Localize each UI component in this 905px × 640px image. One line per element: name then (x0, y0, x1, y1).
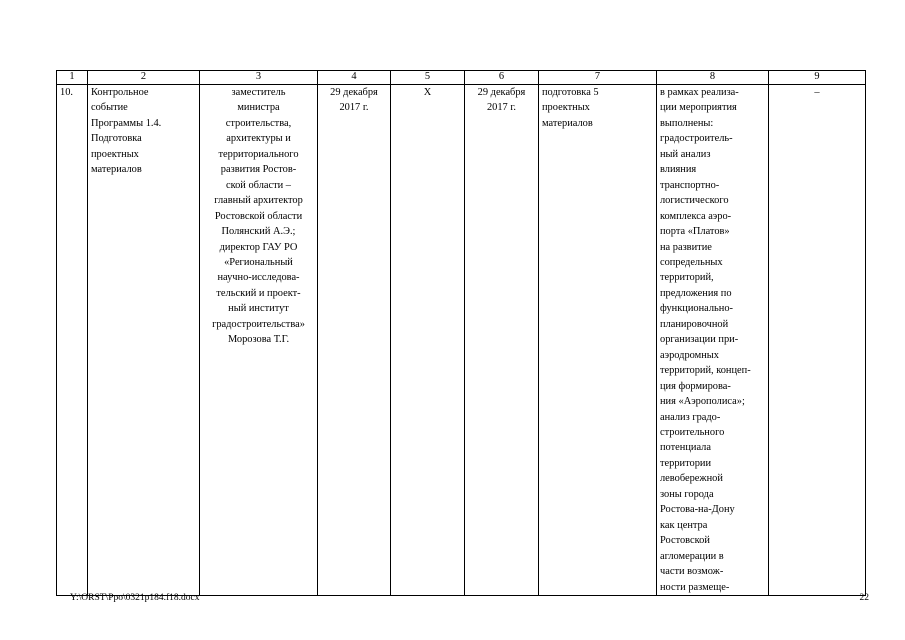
cell-line: событие (91, 102, 128, 114)
col-header-1: 1 (57, 71, 88, 85)
cell-line: планировочной (660, 318, 729, 330)
cell-line: агломерации в (660, 550, 724, 562)
cell-line: организации при- (660, 334, 739, 346)
cell-line: на развитие (660, 241, 712, 253)
cell-line: анализ градо- (660, 411, 721, 423)
col-header-6: 6 (465, 71, 539, 85)
cell-line: министра (237, 102, 280, 114)
cell-line: Контрольное (91, 87, 149, 98)
result-cell (539, 85, 657, 596)
cell-line: градостроительства» (212, 318, 305, 330)
cell-line: проектных (91, 148, 139, 160)
cell-line: логистического (660, 195, 729, 207)
col-header-7: 7 (539, 71, 657, 85)
footer-page-number: 22 (859, 593, 869, 603)
cell-line: влияния (660, 164, 697, 176)
cell-line: части возмож- (660, 566, 724, 578)
cell-line: заместитель (231, 87, 286, 98)
table-row (57, 85, 866, 596)
cell-line: территорий, концеп- (660, 365, 751, 377)
cell-line: как центра (660, 519, 708, 531)
cell-line: Ростова-на-Дону (660, 504, 735, 516)
cell-line: функционально- (660, 303, 733, 315)
cell-line: ции мероприятия (660, 102, 737, 114)
cell-line: порта «Платов» (660, 226, 730, 238)
cell-line: аэродромных (660, 349, 719, 361)
cell-line: левобережной (660, 473, 723, 485)
cell-line: директор ГАУ РО (219, 241, 298, 253)
col-header-3: 3 (200, 71, 318, 85)
cell-line: предложения по (660, 287, 732, 299)
event-cell (88, 85, 200, 596)
cell-line: в рамках реализа- (660, 87, 739, 98)
cell-line: проектных (542, 102, 590, 114)
cell-line: тельский и проект- (216, 287, 301, 299)
cell-line: территорий, (660, 272, 714, 284)
cell-line: сопредельных (660, 256, 723, 268)
footer-file-path: Y:\ORST\Ppo\0321p184.f18.docx (70, 593, 200, 603)
cell-line: ный институт (228, 303, 289, 315)
cell-line: научно-исследова- (217, 272, 300, 284)
cell-line: строительного (660, 426, 725, 438)
cell-line: главный архитектор (214, 195, 303, 207)
row-number: 10. (57, 85, 88, 596)
column-number-row (57, 71, 866, 85)
cell-line: градостроитель- (660, 133, 733, 145)
cell-line: Ростовской (660, 535, 710, 547)
cell-line: развития Ростов- (220, 164, 297, 176)
report-table (56, 70, 866, 596)
cell-line: ния «Аэрополиса»; (660, 396, 745, 408)
col-header-5: 5 (391, 71, 465, 85)
col9-cell: – (769, 85, 866, 596)
cell-line: транспортно- (660, 179, 720, 191)
cell-line: ской области – (225, 179, 291, 191)
cell-line: 2017 г. (339, 102, 369, 114)
cell-line: комплекса аэро- (660, 210, 732, 222)
cell-line: выполнены: (660, 117, 714, 129)
cell-line: материалов (542, 117, 593, 129)
cell-line: территории (660, 457, 712, 469)
col-header-9: 9 (769, 71, 866, 85)
cell-line: Подготовка (91, 133, 142, 145)
cell-line: 29 декабря (330, 87, 378, 98)
col-header-8: 8 (657, 71, 769, 85)
actual-date-cell (465, 85, 539, 596)
cell-line: материалов (91, 164, 142, 176)
cell-line: зоны города (660, 488, 714, 500)
cell-line: «Региональный (224, 256, 293, 268)
cell-line: потенциала (660, 442, 711, 454)
cell-line: Морозова Т.Г. (227, 334, 290, 346)
cell-line: территориального (218, 148, 299, 160)
details-cell (657, 85, 769, 596)
cell-line: 29 декабря (477, 87, 526, 98)
cell-line: ция формирова- (660, 380, 731, 392)
cell-line: 2017 г. (486, 102, 517, 114)
cell-line: Программы 1.4. (91, 117, 162, 129)
cell-line: Ростовской области (214, 210, 303, 222)
col5-cell: X (391, 85, 465, 596)
cell-line: архитектуры и (226, 133, 291, 145)
cell-line: Полянский А.Э.; (221, 226, 296, 238)
responsible-cell (200, 85, 318, 596)
cell-line: ности размеще- (660, 581, 730, 593)
planned-date-cell (318, 85, 391, 596)
cell-line: подготовка 5 (542, 87, 599, 98)
col-header-2: 2 (88, 71, 200, 85)
cell-line: строительства, (225, 117, 292, 129)
col-header-4: 4 (318, 71, 391, 85)
cell-line: ный анализ (660, 148, 711, 160)
